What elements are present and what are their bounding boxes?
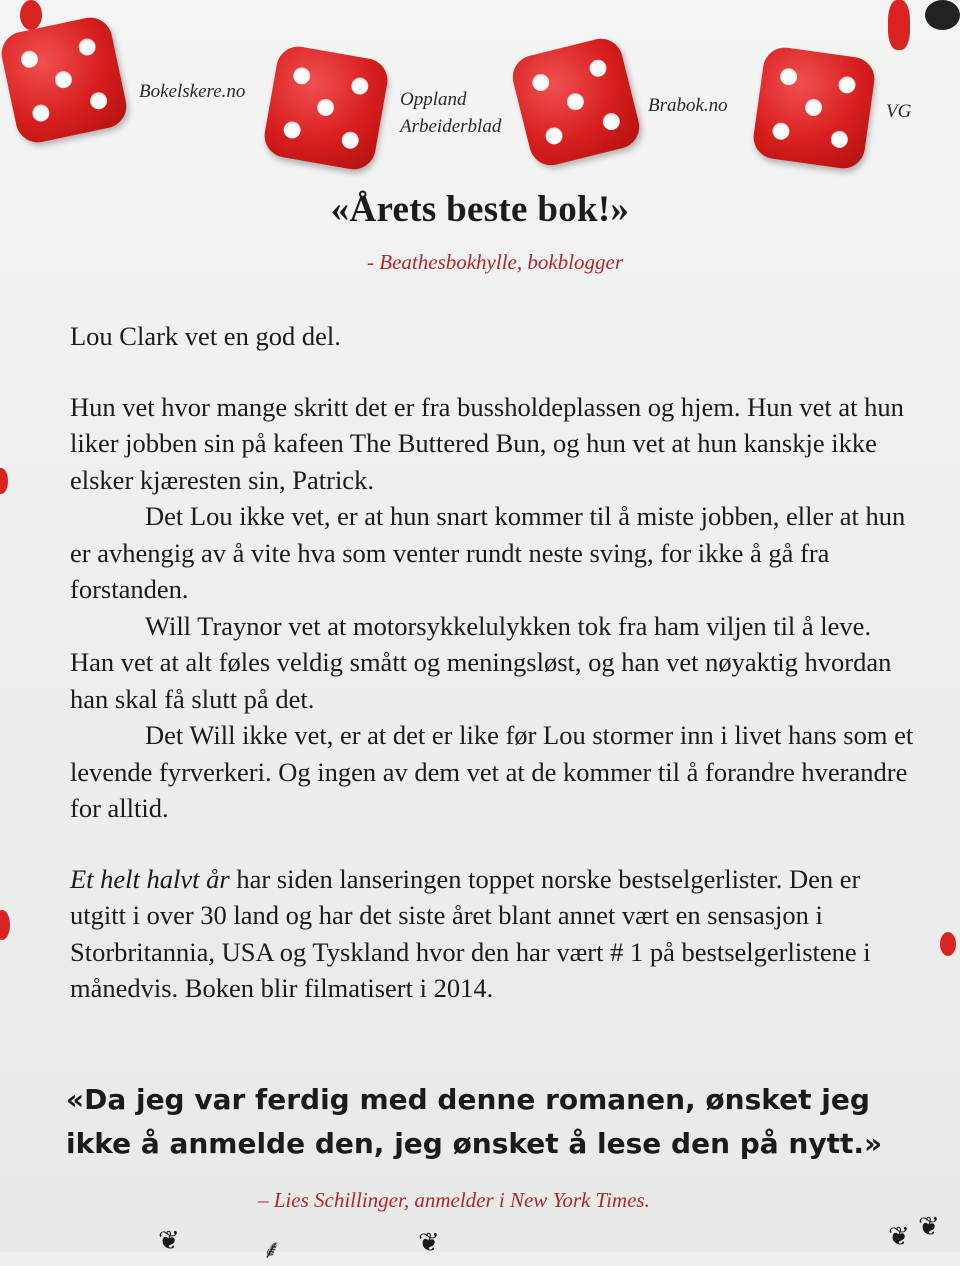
blurb-paragraph: Lou Clark vet en god del. [70, 321, 341, 351]
sprig-decoration: ❦ [158, 1226, 180, 1255]
blurb-paragraph-sales [70, 861, 920, 1007]
rating-source-brabok: Brabok.no [648, 95, 728, 116]
rating-source-vg: VG [886, 101, 912, 122]
blurb-paragraph: Det Lou ikke vet, er at hun snart kommer til å miste jobben, eller at hun er avhengig av å vite hva som venter rundt neste sving, for ikke å gå fra forstanden. [70, 501, 906, 604]
sprig-decoration: ❦ [918, 1212, 940, 1241]
headline-attribution: - Beathesbokhylle, bokblogger [367, 250, 623, 274]
headline-quote: «Årets beste bok!» [330, 189, 630, 230]
review-quote: «Da jeg var ferdig med denne romanen, ønsket jeg ikke å anmelde den, jeg ønsket å lese den på nytt.» [66, 1083, 883, 1160]
rating-source-bokelskere: Bokelskere.no [139, 81, 246, 102]
red-blot-decoration [0, 910, 10, 940]
rating-source-oppland-arbeiderblad: Oppland Arbeiderblad [400, 89, 502, 137]
review-attribution: – Lies Schillinger, anmelder i New York Times. [258, 1188, 650, 1212]
dice-five-icon [0, 14, 130, 147]
ratings-row [0, 0, 960, 190]
sprig-decoration: ⸙ [262, 1235, 282, 1264]
blurb-paragraph: Det Will ikke vet, er at det er like før Lou stormer inn i livet hans som et levende fyrverkeri. Og ingen av dem vet at de kommer til å forandre hverandre for alltid. [70, 720, 914, 823]
red-blot-decoration [0, 468, 8, 494]
dice-five-icon [261, 43, 391, 173]
blurb-paragraph: Will Traynor vet at motorsykkelulykken tok fra ham viljen til å leve. Han vet at alt føles veldig smått og meningsløst, og han vet nøyaktig hvordan han skal få slutt på det. [70, 610, 892, 714]
red-blot-decoration [940, 932, 956, 956]
dice-five-icon [751, 45, 877, 171]
sprig-decoration: ❦ [418, 1228, 440, 1257]
sprig-decoration: ❦ [888, 1222, 910, 1251]
sales-text: har siden lanseringen toppet norske bestselgerlister. Den er utgitt i over 30 land og har det siste året blant annet vært en sensasjon i Storbritannia, USA og Tyskland hvor den har vært # 1 på bestselgerlistene i månedvis. Boken blir filmatisert i 2014. [70, 863, 871, 1003]
blurb-text [70, 318, 920, 1007]
emphasis-text: Et helt halvt år [70, 863, 230, 894]
dice-five-icon [508, 34, 644, 170]
blurb-paragraph: Hun vet hvor mange skritt det er fra bussholdeplassen og hjem. Hun vet at hun liker jobben sin på kafeen The Buttered Bun, og hun vet at hun kanskje ikke elsker kjæresten sin, Patrick. [70, 391, 904, 495]
